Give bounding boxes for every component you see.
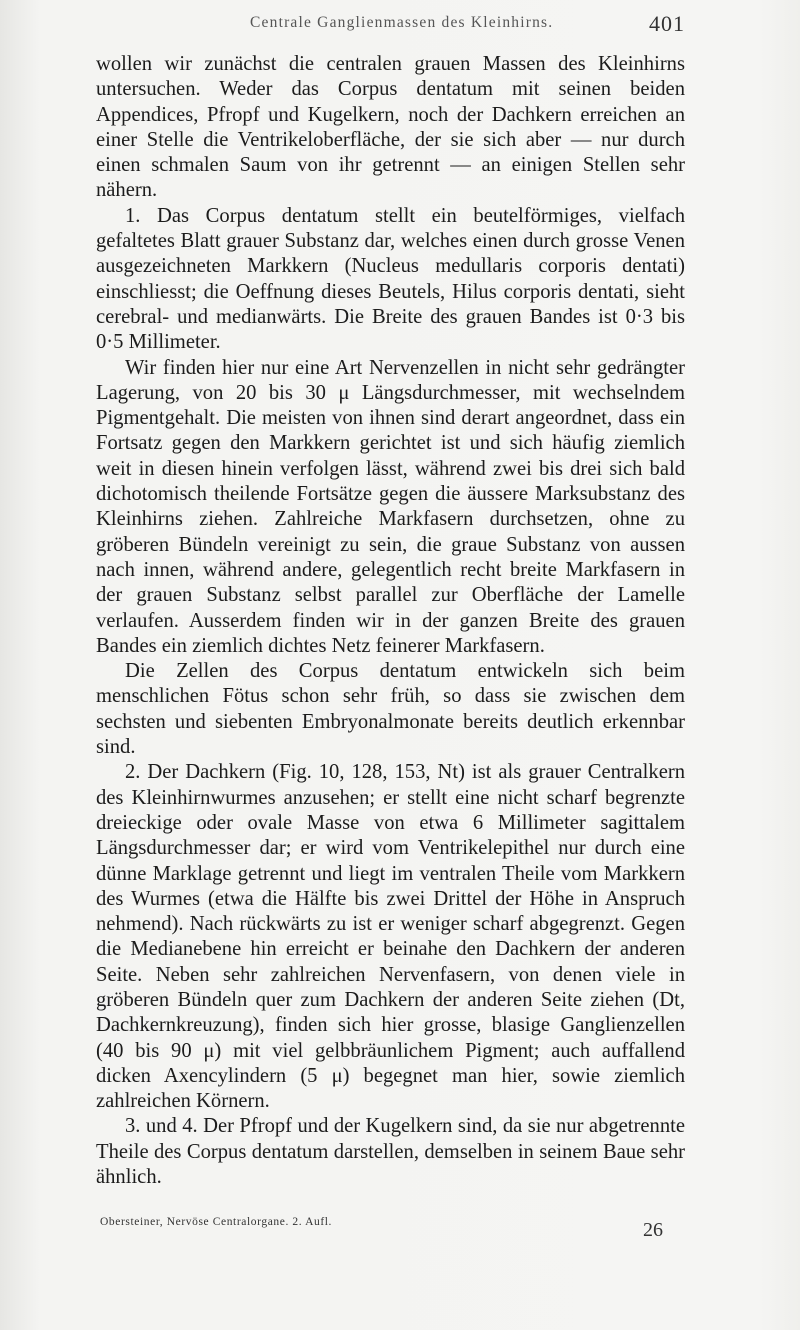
footer-note: Obersteiner, Nervöse Centralorgane. 2. Aufl. [100,1216,333,1228]
running-head: Centrale Ganglienmassen des Kleinhirns. [250,14,554,31]
paragraph: Wir finden hier nur eine Art Nervenzellen in nicht sehr gedrängter Lagerung, von 20 bis 30 μ Längsdurchmesser, mit wechselndem Pigmentgehalt. Die meisten von ihnen sind derart angeordnet, dass ein Fortsatz gegen den Markkern gerichtet ist und sich häufig ziemlich weit in diesen hinein verfolgen lässt, während zwei bis drei sich bald dichotomisch theilende Fortsätze gegen die äussere Marksubstanz des Kleinhirns ziehen. Zahlreiche Markfasern durchsetzen, ohne zu gröberen Bündeln vereinigt zu sein, die graue Substanz von aussen nach innen, während andere, gelegentlich recht breite Markfasern in der grauen Substanz selbst parallel zur Oberfläche der Lamelle verlaufen. Ausserdem finden wir in der ganzen Breite des grauen Bandes ein ziemlich dichtes Netz feinerer Markfasern. [96,356,685,657]
page-header [100,10,685,40]
paragraph: wollen wir zunächst die centralen grauen Massen des Kleinhirns untersuchen. Weder das Corpus dentatum mit seinen beiden Appendices, Pfropf und Kugelkern, noch der Dachkern erreichen an einer Stelle die Ventrikeloberfläche, der sie sich aber — nur durch einen schmalen Saum von ihr getrennt — an einigen Stellen sehr nähern. [96,53,685,202]
paragraph: Die Zellen des Corpus dentatum entwickeln sich beim menschlichen Fötus schon sehr früh, so dass sie zwischen dem sechsten und siebenten Embryonalmonate bereits deutlich erkennbar sind. [96,660,685,759]
page-footer [100,1215,685,1245]
page-number: 401 [649,11,685,36]
paragraph: 3. und 4. Der Pfropf und der Kugelkern sind, da sie nur abgetrennte Theile des Corpus dentatum darstellen, demselben in seinem Baue sehr ähnlich. [96,1115,685,1189]
paragraph: 2. Der Dachkern (Fig. 10, 128, 153, Nt) ist als grauer Centralkern des Kleinhirnwurmes anzusehen; er stellt eine nicht scharf begrenzte dreieckige oder ovale Masse von etwa 6 Millimeter sagittalem Längsdurchmesser dar; er wird vom Ventrikelepithel nur durch eine dünne Marklage getrennt und liegt im ventralen Theile vom Markkern des Wurmes (etwa die Hälfte bis zwei Drittel der Höhe in Anspruch nehmend). Nach rückwärts zu ist er weniger scharf abgegrenzt. Gegen die Medianebene hin erreicht er beinahe den Dachkern der anderen Seite. Neben sehr zahlreichen Nervenfasern, von denen viele in gröberen Bündeln quer zum Dachkern der anderen Seite ziehen (Dt, Dachkernkreuzung), finden sich hier grosse, blasige Ganglienzellen (40 bis 90 μ) mit viel gelbbräunlichem Pigment; auch auffallend dicken Axencylindern (5 μ) begegnet man hier, sowie ziemlich zahlreichen Körnern. [96,761,685,1113]
paragraph: 1. Das Corpus dentatum stellt ein beutelförmiges, vielfach gefaltetes Blatt grauer Substanz dar, welches einen durch grosse Venen ausgezeichneten Markkern (Nucleus medullaris corporis dentati) einschliesst; die Oeffnung dieses Beutels, Hilus corporis dentati, sieht cerebral- und medianwärts. Die Breite des grauen Bandes ist 0·3 bis 0·5 Millimeter. [96,204,685,354]
printer-signature: 26 [643,1219,663,1241]
body-text [96,52,685,1190]
